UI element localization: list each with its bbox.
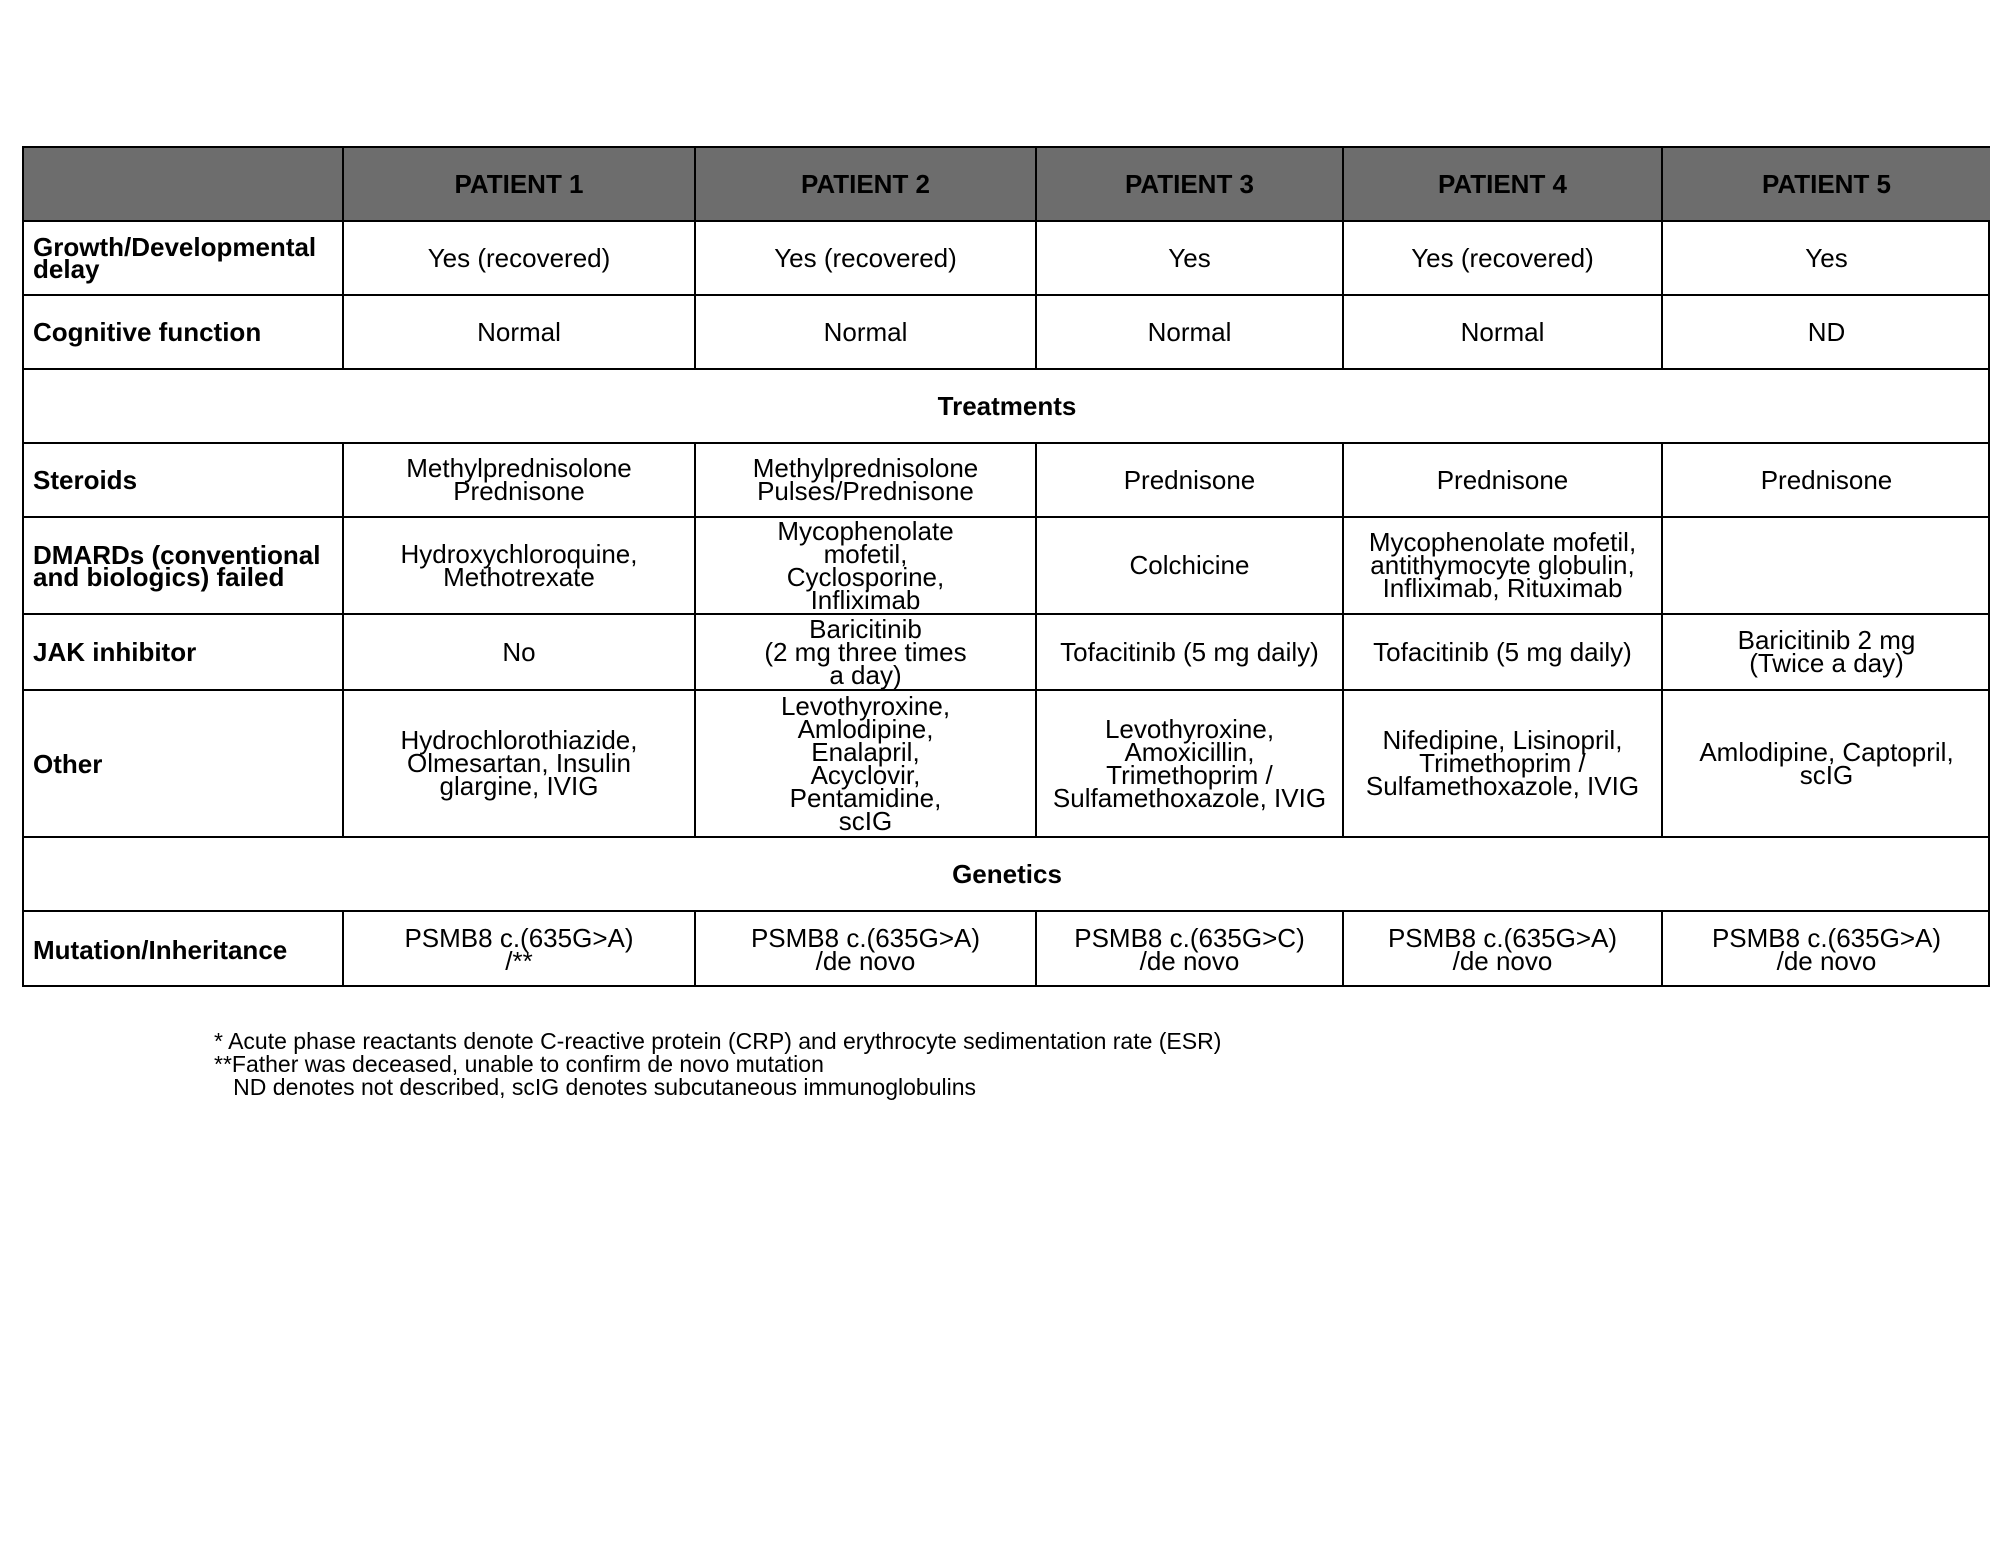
row-label-jak-text: JAK inhibitor [33,637,197,667]
row-label-cognitive-text: Cognitive function [33,317,262,347]
cell-mutation-p4: PSMB8 c.(635G>A) /de novo [1387,922,1618,976]
cell-jak-p5: Baricitinib 2 mg (Twice a day) [1737,625,1916,678]
header-patient-4-label: PATIENT 4 [1437,168,1568,199]
row-label-mutation [24,912,344,987]
table-cell [1037,912,1344,987]
table-cell [1663,296,1990,370]
header-patient-3 [1037,148,1344,222]
table-cell [1663,444,1990,518]
cell-dmards-p4: Mycophenolate mofetil, antithymocyte globulin, Infliximab, Rituximab [1368,527,1637,603]
row-label-mutation-text: Mutation/Inheritance [33,934,288,965]
cell-growth-p1: Yes (recovered) [427,242,611,273]
footnote-acute-phase: * Acute phase reactants denote C-reactive protein (CRP) and erythrocyte sedimentation rate (ESR) [214,1028,1222,1054]
table-cell [1037,296,1344,370]
table-cell [1344,518,1663,615]
cell-cognitive-p1: Normal [477,316,561,347]
row-label-steroids [24,444,344,518]
cell-steroids-p1: Methylprednisolone Prednisone [406,453,632,506]
row-label-jak [24,615,344,691]
cell-jak-p1: No [502,636,536,667]
footnote-abbreviations: ND denotes not described, scIG denotes subcutaneous immunoglobulins [214,1074,976,1100]
table-cell [696,912,1037,987]
cell-mutation-p3: PSMB8 c.(635G>C) /de novo [1074,922,1305,976]
header-patient-2-label: PATIENT 2 [800,168,931,199]
table-cell [1344,222,1663,296]
table-cell [1663,691,1990,838]
table-cell [1344,691,1663,838]
row-label-steroids-text: Steroids [33,465,138,495]
table-cell [696,515,1037,615]
header-patient-4 [1344,148,1663,222]
cell-steroids-p4: Prednisone [1436,464,1569,495]
header-patient-2 [696,148,1037,222]
table-cell [1344,444,1663,518]
cell-growth-p2: Yes (recovered) [774,242,957,273]
table-cell [1663,222,1990,296]
cell-jak-p3: Tofacitinib (5 mg daily) [1060,636,1319,667]
cell-cognitive-p3: Normal [1147,316,1232,347]
table-cell [696,296,1037,370]
table-cell [1663,518,1990,615]
section-treatments-text: Treatments [937,390,1077,421]
cell-other-p5: Amlodipine, Captopril, scIG [1699,736,1954,790]
footnote-father-deceased: **Father was deceased, unable to confirm de novo mutation [214,1051,824,1077]
section-header-genetics [24,838,1990,912]
table-cell [1663,912,1990,987]
cell-mutation-p2: PSMB8 c.(635G>A) /de novo [750,922,981,976]
table-cell [696,222,1037,296]
table-cell [344,615,696,691]
footnotes [214,1030,1221,1099]
table-cell [696,615,1037,691]
header-patient-3-label: PATIENT 3 [1124,168,1255,199]
patient-table [22,146,1990,987]
table-cell [344,912,696,987]
table-cell [344,691,696,838]
table-cell [344,296,696,370]
header-corner-cell [24,148,344,222]
cell-jak-p4: Tofacitinib (5 mg daily) [1373,636,1632,667]
cell-steroids-p5: Prednisone [1760,464,1893,495]
section-genetics-text: Genetics [952,858,1062,889]
table-cell [1663,615,1990,691]
table-cell [344,222,696,296]
row-label-cognitive [24,296,344,370]
table-cell [1344,296,1663,370]
row-label-dmards-text: DMARDs (conventional and biologics) failed [33,539,321,592]
table-cell [1037,691,1344,838]
header-patient-1-label: PATIENT 1 [454,168,584,199]
cell-other-p3: Levothyroxine, Amoxicillin, Trimethoprim / Sulfamethoxazole, IVIG [1052,713,1327,813]
cell-growth-p3: Yes [1168,242,1211,273]
section-header-treatments [24,370,1990,444]
cell-other-p4: Nifedipine, Lisinopril, Trimethoprim / Sulfamethoxazole, IVIG [1365,725,1640,801]
table-cell [1037,518,1344,615]
cell-dmards-p3: Colchicine [1129,550,1250,580]
row-label-dmards [24,518,344,615]
row-label-other [24,691,344,838]
cell-growth-p5: Yes [1805,242,1848,273]
table-cell [344,444,696,518]
cell-dmards-p1: Hydroxychloroquine, Methotrexate [400,538,638,592]
cell-cognitive-p2: Normal [823,316,908,347]
cell-mutation-p5: PSMB8 c.(635G>A) /de novo [1711,922,1942,976]
table-cell [1037,222,1344,296]
table-cell [1344,615,1663,691]
header-patient-5 [1663,148,1990,222]
header-patient-5-label: PATIENT 5 [1761,168,1892,199]
cell-steroids-p3: Prednisone [1123,464,1256,495]
table-cell [696,444,1037,518]
row-label-other-text: Other [33,748,103,779]
cell-other-p1: Hydrochlorothiazide, Olmesartan, Insulin glargine, IVIG [400,725,638,801]
cell-jak-p2: Baricitinib (2 mg three times a day) [764,613,967,690]
table-cell [1037,444,1344,518]
cell-steroids-p2: Methylprednisolone Pulses/Prednisone [752,453,979,506]
row-label-growth [24,222,344,296]
cell-growth-p4: Yes (recovered) [1411,242,1594,273]
cell-cognitive-p4: Normal [1460,316,1545,347]
table-cell [344,518,696,615]
cell-mutation-p1: PSMB8 c.(635G>A) /** [404,922,634,976]
cell-dmards-p2: Mycophenolate mofetil, Cyclosporine, Infliximab [777,515,954,615]
table-cell [1344,912,1663,987]
header-patient-1 [344,148,696,222]
table-cell [696,691,1037,838]
cell-cognitive-p5: ND [1807,316,1846,347]
table-cell [1037,615,1344,691]
cell-other-p2: Levothyroxine, Amlodipine, Enalapril, Acyclovir, Pentamidine, scIG [780,690,951,836]
row-label-growth-text: Growth/Developmental delay [33,232,317,284]
